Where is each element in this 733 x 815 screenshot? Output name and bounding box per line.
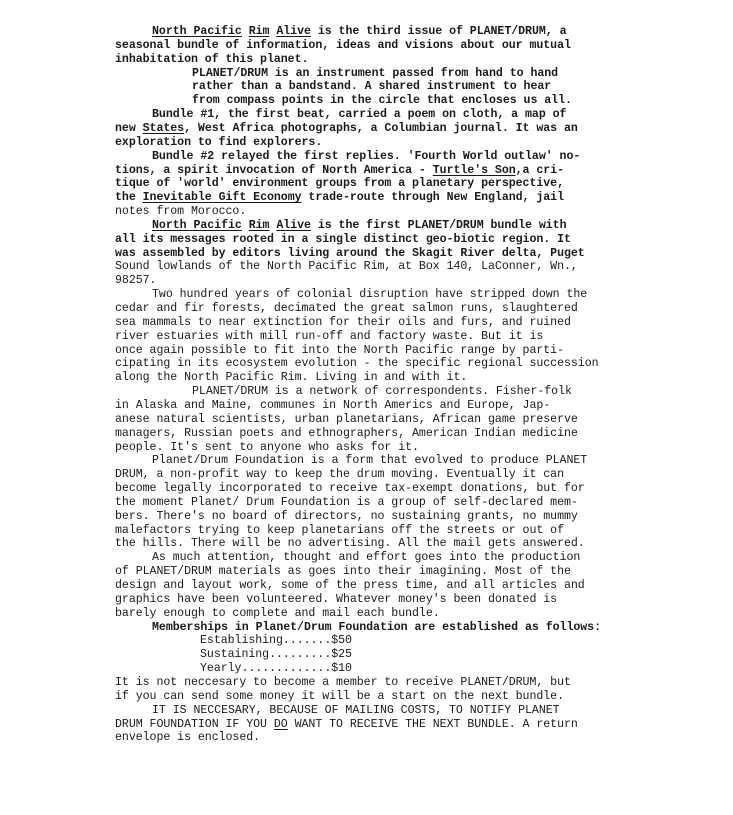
text-line <box>115 53 308 67</box>
text-line <box>152 150 580 164</box>
text-segment: is the third issue of PLANET/DRUM, a <box>310 25 567 38</box>
text-segment: , West Africa photographs, a Columbian journal. It was an <box>184 121 578 135</box>
text-segment: PLANET/DRUM is a network of correspondents. Fisher-folk <box>192 385 572 399</box>
text-segment: Planet/Drum Foundation is a form that evolved to produce PLANET <box>152 454 588 468</box>
underlined-title: North Pacific <box>152 25 242 38</box>
text-line <box>115 344 564 358</box>
text-segment: river estuaries with mill run-off and factory waste. But it is <box>115 329 544 343</box>
text-line <box>115 205 246 219</box>
text-line <box>115 260 578 274</box>
text-segment: DRUM FOUNDATION IF YOU <box>115 717 274 731</box>
text-line <box>115 136 322 150</box>
text-line <box>115 316 571 330</box>
text-line <box>115 731 260 745</box>
text-segment: IT IS NECCESARY, BECAUSE OF MAILING COSTS, TO NOTIFY PLANET <box>152 703 560 717</box>
underlined-title: Alive <box>276 218 311 232</box>
text-line <box>192 385 572 399</box>
text-segment: graphics have been volunteered. Whatever money's been donated is <box>115 592 558 606</box>
text-line <box>115 427 578 441</box>
text-line <box>115 274 156 288</box>
underlined-title: Turtle's Son <box>432 163 516 177</box>
text-segment: in Alaska and Maine, communes in North Americs and Europe, Jap- <box>115 398 551 412</box>
text-line <box>115 537 585 551</box>
text-line <box>192 67 558 81</box>
text-segment: envelope is enclosed. <box>115 731 261 745</box>
underlined-title: North Pacific <box>152 218 242 232</box>
underlined-title: DO <box>273 717 288 731</box>
text-line <box>192 94 572 108</box>
text-line <box>152 288 587 302</box>
text-segment: the moment Planet/ Drum Foundation is a group of self-declared mem- <box>115 495 578 509</box>
text-segment: 98257. <box>115 274 157 288</box>
text-segment: ,a cri- <box>515 163 564 177</box>
text-line <box>115 39 571 53</box>
text-line <box>115 247 585 261</box>
text-line <box>200 634 352 648</box>
text-segment: Bundle #2 relayed the first replies. 'Fourth World outlaw' no- <box>152 149 581 163</box>
underlined-title: Alive <box>276 25 311 38</box>
text-segment: of PLANET/DRUM materials as goes into their imagining. Most of the <box>115 565 571 579</box>
text-line <box>115 676 571 690</box>
text-segment: the hills. There will be no advertising. All the mail gets answered. <box>115 537 585 551</box>
text-segment: Two hundred years of colonial disruption have stripped down the <box>152 288 588 302</box>
text-segment: WANT TO RECEIVE THE NEXT BUNDLE. A return <box>287 717 578 731</box>
text-line <box>152 551 580 565</box>
text-segment: notes from Morocco. <box>115 205 247 219</box>
text-segment: Sound lowlands of the North Pacific Rim, at Box 140, LaConner, Wn., <box>115 260 578 274</box>
text-line <box>115 191 564 205</box>
text-line <box>115 330 543 344</box>
text-segment: cedar and fir forests, decimated the great salmon runs, slaughtered <box>115 302 578 315</box>
text-segment: the <box>115 191 143 205</box>
text-segment: Yearly.............$10 <box>200 662 352 676</box>
text-segment: As much attention, thought and effort goes into the production <box>152 551 581 565</box>
text-line <box>115 565 571 579</box>
text-line <box>115 233 571 247</box>
text-segment: new <box>115 121 143 135</box>
text-segment: trade-route through New England, jail <box>301 191 564 205</box>
text-line <box>152 621 601 635</box>
text-segment: bers. There's no board of directors, no sustaining grants, no mummy <box>115 509 578 523</box>
text-segment: if you can send some money it will be a start on the next bundle. <box>115 689 564 703</box>
text-segment: seasonal bundle of information, ideas and visions about our mutual <box>115 38 571 52</box>
underlined-title: Inevitable Gift Economy <box>142 191 302 205</box>
text-line <box>115 177 564 191</box>
text-segment: anese natural scientists, urban planetarians, African game preserve <box>115 412 578 426</box>
text-segment: PLANET/DRUM is an instrument passed from hand to hand <box>192 66 559 80</box>
text-segment: from compass points in the circle that encloses us all. <box>192 94 572 108</box>
text-line <box>115 357 599 371</box>
text-segment: once again possible to fit into the North Pacific range by parti- <box>115 343 564 357</box>
text-segment: DRUM, a non-profit way to keep the drum moving. Eventually it can <box>115 468 564 482</box>
text-line <box>152 25 567 39</box>
text-line <box>115 593 557 607</box>
text-segment: rather than a bandstand. A shared instrument to hear <box>192 80 552 94</box>
text-line <box>200 648 352 662</box>
text-segment: Sustaining.........$25 <box>200 648 352 662</box>
text-line <box>115 371 467 385</box>
text-line <box>152 219 567 233</box>
text-line <box>115 482 585 496</box>
text-segment: Bundle #1, the first beat, carried a poem on cloth, a map of <box>152 108 567 122</box>
text-segment: along the North Pacific Rim. Living in and with it. <box>115 371 468 385</box>
text-line <box>115 122 578 136</box>
text-segment: was assembled by editors living around the Skagit River delta, Puget <box>115 246 585 260</box>
text-line <box>115 690 564 704</box>
text-segment: all its messages rooted in a single distinct geo-biotic region. It <box>115 232 571 246</box>
text-segment <box>242 219 249 232</box>
text-line <box>192 80 551 94</box>
text-segment <box>242 25 249 38</box>
text-segment: sea mammals to near extinction for their oils and furs, and ruined <box>115 315 571 329</box>
underlined-title: States <box>142 121 185 135</box>
underlined-title: Rim <box>248 218 270 232</box>
text-segment: is the first PLANET/DRUM bundle with <box>310 218 567 232</box>
text-line <box>152 108 566 122</box>
text-segment: people. It's sent to anyone who asks for it. <box>115 440 419 454</box>
text-line <box>152 454 587 468</box>
text-line <box>152 704 560 718</box>
text-segment: tique of 'world' environment groups from a planetary perspective, <box>115 177 564 191</box>
text-segment: managers, Russian poets and ethnographers, American Indian medicine <box>115 426 578 440</box>
text-line <box>115 468 564 482</box>
text-segment: Establishing.......$50 <box>200 634 352 648</box>
text-line <box>200 662 352 676</box>
text-line <box>115 399 550 413</box>
text-segment: barely enough to complete and mail each bundle. <box>115 606 440 620</box>
text-line <box>115 607 440 621</box>
text-line <box>115 524 564 538</box>
text-line <box>115 302 578 316</box>
text-segment: tions, a spirit invocation of North America - <box>115 163 433 177</box>
text-segment: become legally incorporated to receive tax-exempt donations, but for <box>115 482 585 496</box>
text-line <box>115 164 564 178</box>
underlined-title: Rim <box>248 25 270 38</box>
text-line <box>115 496 578 510</box>
text-segment: It is not neccesary to become a member to receive PLANET/DRUM, but <box>115 675 571 689</box>
text-segment: Memberships in Planet/Drum Foundation are established as follows: <box>152 620 601 634</box>
text-segment: inhabitation of this planet. <box>115 52 309 66</box>
text-line <box>115 441 419 455</box>
text-line <box>115 718 578 732</box>
text-segment: cipating in its ecosystem evolution - the specific regional succession <box>115 357 599 371</box>
text-line <box>115 510 578 524</box>
text-segment: exploration to find explorers. <box>115 135 323 149</box>
text-segment: design and layout work, some of the press time, and all articles and <box>115 579 585 592</box>
text-line <box>115 413 578 427</box>
text-segment: malefactors trying to keep planetarians off the streets or out of <box>115 523 564 537</box>
text-line <box>115 579 585 593</box>
